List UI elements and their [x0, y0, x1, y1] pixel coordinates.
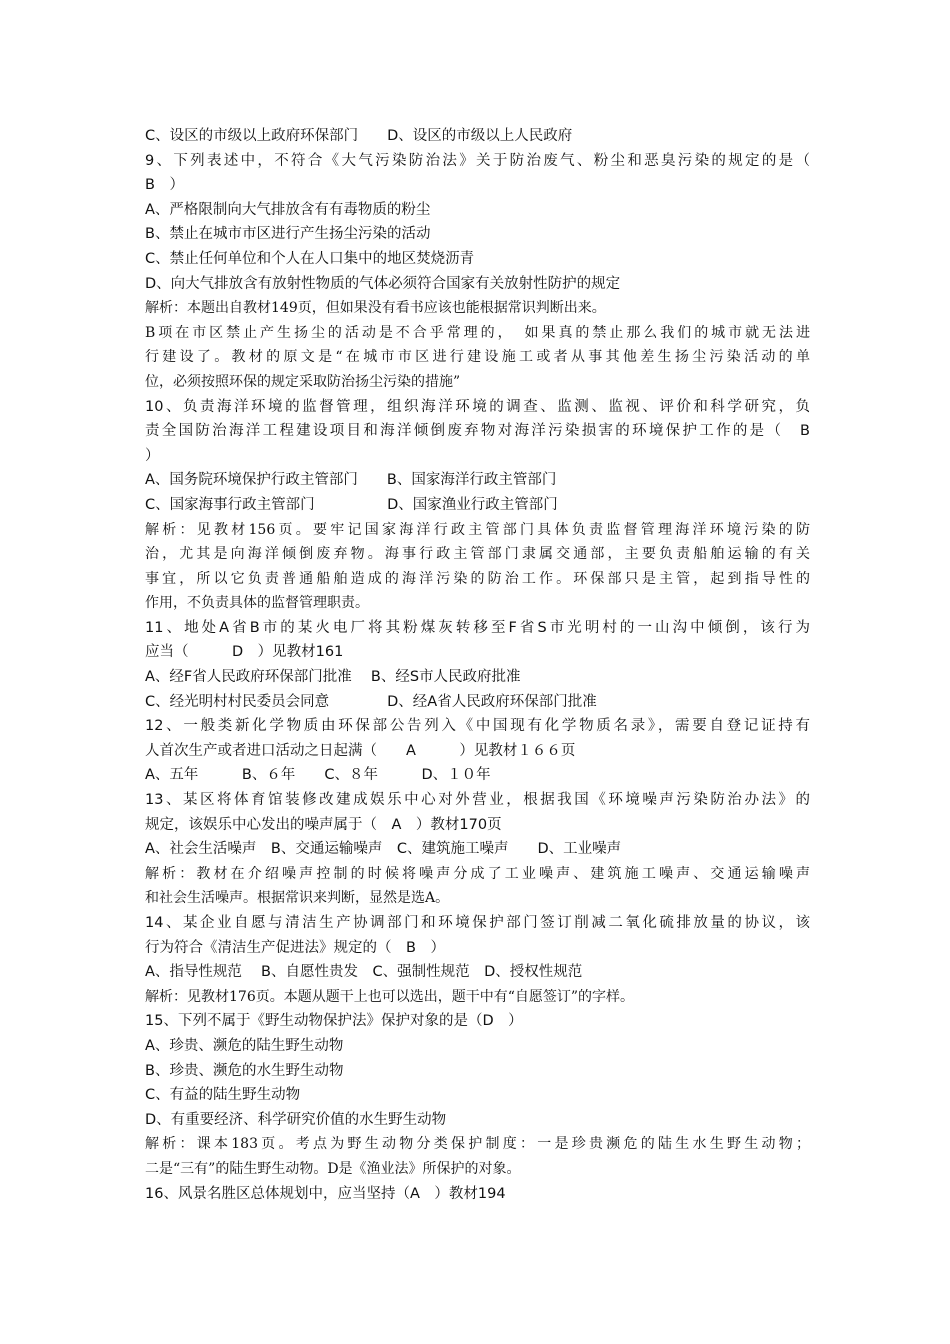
- option-line: A、指导性规范 B、自愿性贵发 C、强制性规范 D、授权性规范: [145, 964, 583, 981]
- question-line: 规定，该娱乐中心发出的噪声属于（ A ）教材170页: [145, 816, 502, 833]
- question-line: 行为符合《清洁生产促进法》规定的（ B ）: [145, 939, 445, 956]
- question-line: 12、一般类新化学物质由环保部公告列入《中国现有化学物质名录》，需要自登记证持有: [145, 718, 810, 735]
- option-line: C、国家海事行政主管部门 D、国家渔业行政主管部门: [145, 496, 558, 513]
- question-line: 11、地处A省B市的某火电厂将其粉煤灰转移至F省S市光明村的一山沟中倾倒，该行为: [145, 619, 810, 636]
- question-line: 13、某区将体育馆装修改建成娱乐中心对外营业，根据我国《环境噪声污染防治办法》的: [145, 792, 810, 809]
- question-line: 10、负责海洋环境的监督管理，组织海洋环境的调查、监测、监视、评价和科学研究，负: [145, 398, 810, 415]
- analysis-line: 行建设了。教材的原文是“在城市市区进行建设施工或者从事其他差生扬尘污染活动的单: [145, 349, 810, 366]
- option-line: A、国务院环境保护行政主管部门 B、国家海洋行政主管部门: [145, 472, 557, 489]
- option-line: D、有重要经济、科学研究价值的水生野生动物: [145, 1111, 447, 1128]
- analysis-line: 解析：课本183页。考点为野生动物分类保护制度：一是珍贵濒危的陆生水生野生动物；: [145, 1136, 810, 1153]
- analysis-line: 解析：见教材176页。本题从题干上也可以选出，题干中有“自愿签订”的字样。: [145, 988, 635, 1005]
- question-line: 9、下列表述中，不符合《大气污染防治法》关于防治废气、粉尘和恶臭污染的规定的是（: [145, 152, 810, 169]
- analysis-line: 解析：见教材156页。要牢记国家海洋行政主管部门具体负责监督管理海洋环境污染的防: [145, 521, 810, 538]
- question-line: ）: [145, 447, 160, 464]
- analysis-line: 解析：本题出自教材149页，但如果没有看书应该也能根据常识判断出来。: [145, 300, 606, 317]
- option-line: D、向大气排放含有放射性物质的气体必须符合国家有关放射性防护的规定: [145, 275, 621, 292]
- option-line: A、经F省人民政府环保部门批准 B、经S市人民政府批准: [145, 669, 521, 686]
- option-line: C、禁止任何单位和个人在人口集中的地区焚烧沥青: [145, 250, 475, 267]
- analysis-line: 和社会生活噪声。根据常识来判断，显然是选A。: [145, 890, 450, 907]
- option-line: C、经光明村村民委员会同意 D、经A省人民政府环保部门批准: [145, 693, 597, 710]
- option-line: A、严格限制向大气排放含有有毒物质的粉尘: [145, 201, 431, 218]
- option-line: A、珍贵、濒危的陆生野生动物: [145, 1037, 344, 1054]
- option-line: A、五年 B、６年 C、８年 D、１０年: [145, 767, 491, 784]
- question-line: 责全国防治海洋工程建设项目和海洋倾倒废弃物对海洋污染损害的环境保护工作的是（ B: [145, 423, 810, 440]
- question-line: 15、下列不属于《野生动物保护法》保护对象的是（D ）: [145, 1013, 523, 1030]
- question-line: 应当（ D ）见教材161: [145, 644, 344, 661]
- option-line: B、珍贵、濒危的水生野生动物: [145, 1062, 344, 1079]
- question-line: 16、风景名胜区总体规划中，应当坚持（A ）教材194: [145, 1185, 506, 1202]
- analysis-line: 解析：教材在介绍噪声控制的时候将噪声分成了工业噪声、建筑施工噪声、交通运输噪声: [145, 865, 810, 882]
- option-line: B、禁止在城市市区进行产生扬尘污染的活动: [145, 226, 431, 243]
- document-page: [145, 124, 810, 1206]
- analysis-line: 治，尤其是向海洋倾倒废弃物。海事行政主管部门隶属交通部，主要负责船舶运输的有关: [145, 546, 810, 563]
- question-line: 14、某企业自愿与清洁生产协调部门和环境保护部门签订削减二氧化硫排放量的协议，该: [145, 915, 810, 931]
- analysis-line: B项在市区禁止产生扬尘的活动是不合乎常理的， 如果真的禁止那么我们的城市就无法进: [145, 324, 810, 341]
- analysis-line: 作用，不负责具体的监督管理职责。: [145, 595, 369, 612]
- option-line: C、设区的市级以上政府环保部门 D、设区的市级以上人民政府: [145, 128, 573, 144]
- option-line: C、有益的陆生野生动物: [145, 1087, 301, 1104]
- analysis-line: 位，必须按照环保的规定采取防治扬尘污染的措施”: [145, 373, 461, 390]
- analysis-line: 事宜，所以它负责普通船舶造成的海洋污染的防治工作。环保部只是主管，起到指导性的: [145, 570, 810, 587]
- analysis-line: 二是“三有”的陆生野生动物。D是《渔业法》所保护的对象。: [145, 1160, 521, 1177]
- question-line: 人首次生产或者进口活动之日起满（ A ）见教材１６６页: [145, 742, 576, 759]
- option-line: A、社会生活噪声 B、交通运输噪声 C、建筑施工噪声 D、工业噪声: [145, 841, 622, 858]
- question-line: B ）: [145, 177, 184, 194]
